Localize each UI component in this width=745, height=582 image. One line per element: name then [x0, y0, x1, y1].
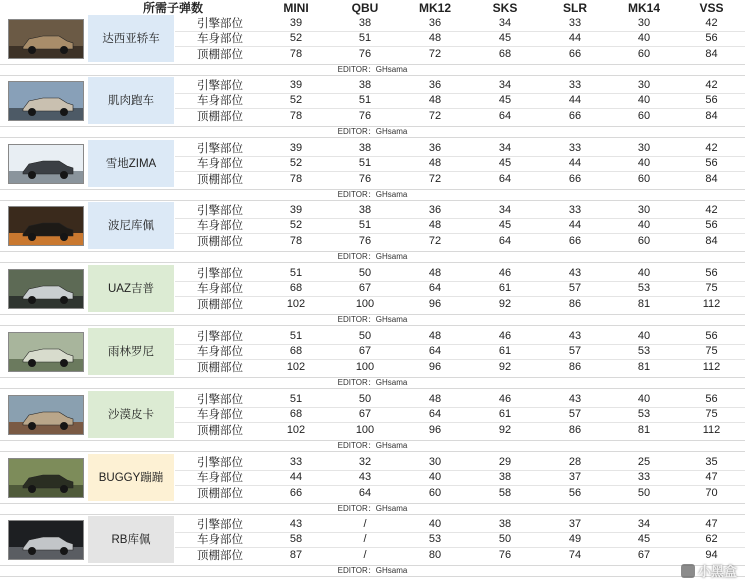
bullet-count-cell: 39 [289, 141, 303, 154]
bullet-count-cell: 84 [705, 109, 718, 122]
bullet-count-cell: 74 [568, 548, 582, 561]
part-label: 车身部位 [197, 158, 243, 171]
bullet-count-cell: 38 [498, 471, 512, 484]
bullet-count-cell: 56 [705, 329, 718, 342]
bullet-count-cell: 81 [637, 297, 651, 310]
bullet-count-cell: 100 [355, 423, 375, 436]
bullet-count-cell: 48 [428, 266, 442, 279]
bullet-count-cell: 40 [428, 471, 442, 484]
part-label: 引擎部位 [197, 456, 243, 469]
bullet-count-cell: 75 [705, 408, 718, 421]
bullet-count-cell: 38 [358, 141, 372, 154]
bullet-count-cell: 64 [358, 486, 372, 499]
part-label: 引擎部位 [197, 142, 243, 155]
bullet-count-cell: 56 [705, 157, 718, 170]
part-label: 车身部位 [197, 534, 243, 547]
bullet-count-cell: 38 [498, 517, 512, 530]
bullet-count-cell: 51 [358, 32, 372, 45]
table-row-body [0, 344, 745, 360]
bullet-count-cell: 56 [705, 266, 718, 279]
bullet-count-cell: 42 [705, 203, 718, 216]
table-row-roof [0, 485, 745, 501]
bullet-count-cell: 68 [289, 282, 303, 295]
col-header-mk12: MK12 [418, 0, 451, 15]
table-row-engine [0, 77, 745, 93]
bullet-count-cell: 94 [705, 548, 718, 561]
bullet-count-cell: 112 [702, 297, 721, 310]
bullet-count-cell: 64 [428, 282, 442, 295]
bullet-count-cell: 76 [358, 172, 372, 185]
bullet-count-cell: 67 [358, 345, 372, 358]
bullet-count-cell: 39 [289, 78, 303, 91]
bullet-count-cell: 51 [358, 219, 372, 232]
bullet-count-cell: 53 [637, 345, 651, 358]
bullet-count-cell: / [363, 533, 367, 546]
bullet-count-cell: 29 [498, 455, 512, 468]
part-label: 顶棚部位 [197, 549, 243, 562]
bullet-count-cell: 64 [428, 408, 442, 421]
part-label: 车身部位 [197, 220, 243, 233]
bullet-count-cell: 34 [498, 78, 512, 91]
part-label: 引擎部位 [197, 17, 243, 30]
bullet-count-cell: 102 [286, 423, 306, 436]
vehicle-name: UAZ吉普 [88, 265, 174, 312]
bullet-count-cell: 51 [289, 392, 303, 405]
bullet-count-cell: 72 [428, 172, 442, 185]
bullet-count-cell: 40 [637, 157, 651, 170]
bullet-count-cell: 76 [358, 109, 372, 122]
bullet-count-cell: 64 [498, 172, 512, 185]
part-label: 车身部位 [197, 346, 243, 359]
bullet-count-cell: 49 [568, 533, 582, 546]
table-row-body [0, 31, 745, 47]
bullet-count-cell: 33 [568, 141, 582, 154]
bullet-count-cell: 92 [498, 360, 512, 373]
bullet-count-cell: 33 [568, 78, 582, 91]
col-header-slr: SLR [563, 0, 587, 15]
vehicle-name: 达西亚轿车 [88, 15, 174, 62]
bullet-count-cell: 64 [498, 109, 512, 122]
bullet-count-cell: 80 [428, 548, 442, 561]
bullet-count-cell: 53 [428, 533, 442, 546]
bullet-count-cell: 86 [568, 360, 582, 373]
col-header-mk14: MK14 [627, 0, 660, 15]
bullet-count-cell: 30 [637, 78, 651, 91]
bullet-count-cell: 37 [568, 471, 582, 484]
bullet-count-cell: 42 [705, 141, 718, 154]
bullet-count-cell: 57 [568, 408, 582, 421]
bullet-count-cell: 42 [705, 16, 718, 29]
table-row-body [0, 470, 745, 486]
bullet-count-cell: 40 [637, 392, 651, 405]
part-label: 车身部位 [197, 95, 243, 108]
bullet-count-cell: 38 [358, 203, 372, 216]
editor-credit: EDITOR：GHsama [0, 377, 745, 389]
bullet-count-cell: 43 [568, 392, 582, 405]
bullet-count-cell: 78 [289, 47, 303, 60]
bullet-count-cell: / [363, 517, 367, 530]
bullet-count-cell: 44 [568, 157, 582, 170]
bullet-count-cell: 52 [289, 219, 303, 232]
bullet-count-cell: 34 [637, 517, 651, 530]
bullet-count-cell: 84 [705, 234, 718, 247]
bullet-count-cell: 45 [498, 219, 512, 232]
bullet-count-cell: 48 [428, 94, 442, 107]
bullet-count-cell: 75 [705, 345, 718, 358]
bullet-count-cell: 48 [428, 157, 442, 170]
bullet-count-cell: 56 [568, 486, 582, 499]
bullet-count-cell: 76 [358, 47, 372, 60]
bullet-count-cell: 34 [498, 203, 512, 216]
bullet-count-cell: 87 [289, 548, 303, 561]
bullet-count-cell: 50 [358, 392, 372, 405]
table-row-body [0, 281, 745, 297]
table-row-engine [0, 516, 745, 532]
table-row-engine [0, 328, 745, 344]
bullet-count-cell: 39 [289, 203, 303, 216]
col-header-mini: MINI [283, 0, 309, 15]
bullet-count-cell: 42 [705, 78, 718, 91]
bullet-count-cell: 44 [568, 94, 582, 107]
part-label: 顶棚部位 [197, 424, 243, 437]
bullet-count-cell: 40 [637, 329, 651, 342]
bullet-count-cell: 48 [428, 219, 442, 232]
bullet-count-cell: 37 [568, 517, 582, 530]
editor-credit: EDITOR：GHsama [0, 64, 745, 76]
bullet-count-cell: 86 [568, 423, 582, 436]
bullet-count-cell: 25 [637, 455, 651, 468]
bullet-count-cell: 72 [428, 109, 442, 122]
bullet-count-cell: 30 [637, 16, 651, 29]
bullet-count-cell: 36 [428, 203, 442, 216]
bullet-count-cell: 81 [637, 360, 651, 373]
bullet-count-cell: 50 [358, 266, 372, 279]
bullet-count-cell: 46 [498, 266, 512, 279]
bullet-count-cell: 38 [358, 78, 372, 91]
editor-credit: EDITOR：GHsama [0, 189, 745, 201]
bullet-count-cell: 100 [355, 360, 375, 373]
bullet-count-cell: 68 [289, 345, 303, 358]
bullet-count-cell: 52 [289, 94, 303, 107]
bullet-count-cell: 51 [289, 266, 303, 279]
part-label: 引擎部位 [197, 267, 243, 280]
bullet-count-cell: 36 [428, 78, 442, 91]
part-label: 引擎部位 [197, 518, 243, 531]
bullet-count-cell: 40 [428, 517, 442, 530]
bullet-count-cell: 57 [568, 282, 582, 295]
bullet-count-cell: 60 [637, 47, 651, 60]
bullet-count-cell: 33 [568, 16, 582, 29]
editor-credit: EDITOR：GHsama [0, 126, 745, 138]
col-header-qbu: QBU [351, 0, 379, 15]
bullet-count-cell: 40 [637, 32, 651, 45]
bullet-count-cell: 30 [637, 203, 651, 216]
part-label: 车身部位 [197, 409, 243, 422]
table-row-roof [0, 422, 745, 438]
part-label: 引擎部位 [197, 79, 243, 92]
table-row-engine [0, 391, 745, 407]
bullet-count-cell: 78 [289, 172, 303, 185]
vehicle-name: 沙漠皮卡 [88, 391, 174, 438]
editor-credit: EDITOR：GHsama [0, 565, 745, 577]
header-label: 所需子弹数 [142, 1, 203, 15]
table-row-roof [0, 171, 745, 187]
part-label: 顶棚部位 [197, 235, 243, 248]
bullet-count-cell: 100 [355, 297, 375, 310]
bullet-count-cell: 68 [289, 408, 303, 421]
bullet-count-cell: 44 [289, 471, 303, 484]
part-label: 车身部位 [197, 472, 243, 485]
bullet-count-cell: 50 [498, 533, 512, 546]
bullet-count-cell: 92 [498, 297, 512, 310]
bullet-count-cell: 66 [568, 234, 582, 247]
bullet-count-cell: 68 [498, 47, 512, 60]
bullet-count-cell: 66 [289, 486, 303, 499]
bullet-count-cell: 46 [498, 329, 512, 342]
bullet-count-cell: 75 [705, 282, 718, 295]
col-header-vss: VSS [699, 0, 724, 15]
table-row-body [0, 218, 745, 234]
editor-credit: EDITOR：GHsama [0, 314, 745, 326]
bullet-count-cell: 60 [637, 109, 651, 122]
bullet-count-cell: 48 [428, 392, 442, 405]
bullet-count-cell: 51 [358, 157, 372, 170]
part-label: 顶棚部位 [197, 173, 243, 186]
bullet-count-cell: 33 [568, 203, 582, 216]
part-label: 顶棚部位 [197, 48, 243, 61]
part-label: 顶棚部位 [197, 361, 243, 374]
vehicle-name: 肌肉跑车 [88, 77, 174, 124]
bullet-count-cell: 43 [289, 517, 303, 530]
bullet-count-cell: 61 [498, 345, 512, 358]
table-row-engine [0, 140, 745, 156]
table-row-engine [0, 202, 745, 218]
bullet-count-cell: 58 [289, 533, 303, 546]
bullet-count-cell: 53 [637, 282, 651, 295]
editor-credit: EDITOR：GHsama [0, 503, 745, 515]
bullet-count-cell: 32 [358, 455, 372, 468]
part-label: 引擎部位 [197, 330, 243, 343]
bullet-count-cell: 86 [568, 297, 582, 310]
table-row-roof [0, 46, 745, 62]
bullet-count-cell: 84 [705, 47, 718, 60]
bullet-count-cell: 45 [498, 32, 512, 45]
part-label: 车身部位 [197, 283, 243, 296]
bullet-count-cell: 56 [705, 32, 718, 45]
bullet-count-cell: 66 [568, 47, 582, 60]
table-row-engine [0, 15, 745, 31]
bullet-count-cell: 43 [568, 266, 582, 279]
bullet-count-cell: 96 [428, 360, 442, 373]
bullet-count-cell: 76 [498, 548, 512, 561]
bullet-count-cell: 64 [498, 234, 512, 247]
bullet-count-cell: 47 [705, 517, 718, 530]
bullet-count-cell: 61 [498, 282, 512, 295]
bullet-count-cell: 53 [637, 408, 651, 421]
bullet-count-cell: 35 [705, 455, 718, 468]
table-row-body [0, 93, 745, 109]
bullet-count-cell: 67 [358, 408, 372, 421]
bullet-count-cell: / [363, 548, 367, 561]
bullet-count-cell: 50 [358, 329, 372, 342]
bullet-count-cell: 96 [428, 297, 442, 310]
bullet-count-cell: 58 [498, 486, 512, 499]
bullet-count-cell: 28 [568, 455, 582, 468]
bullet-count-cell: 52 [289, 157, 303, 170]
bullet-count-cell: 70 [705, 486, 718, 499]
table-row-body [0, 407, 745, 423]
vehicle-name: 雨林罗尼 [88, 328, 174, 375]
bullet-count-cell: 102 [286, 360, 306, 373]
bullet-count-cell: 45 [498, 157, 512, 170]
bullet-count-cell: 30 [637, 141, 651, 154]
bullet-count-cell: 48 [428, 32, 442, 45]
bullet-count-cell: 56 [705, 392, 718, 405]
editor-credit: EDITOR：GHsama [0, 251, 745, 263]
bullet-count-cell: 40 [637, 219, 651, 232]
bullet-count-cell: 34 [498, 141, 512, 154]
table-row-roof [0, 296, 745, 312]
part-label: 引擎部位 [197, 204, 243, 217]
bullet-count-cell: 67 [637, 548, 651, 561]
bullet-count-cell: 44 [568, 219, 582, 232]
bullet-count-cell: 50 [637, 486, 651, 499]
bullet-count-cell: 36 [428, 16, 442, 29]
part-label: 顶棚部位 [197, 298, 243, 311]
bullet-count-cell: 33 [289, 455, 303, 468]
vehicle-name: 雪地ZIMA [88, 140, 174, 187]
part-label: 引擎部位 [197, 393, 243, 406]
bullet-count-cell: 51 [358, 94, 372, 107]
bullet-count-cell: 57 [568, 345, 582, 358]
table-row-roof [0, 547, 745, 563]
vehicle-name: BUGGY蹦蹦 [88, 454, 174, 501]
bullet-count-cell: 33 [637, 471, 651, 484]
part-label: 顶棚部位 [197, 487, 243, 500]
bullet-count-cell: 45 [637, 533, 651, 546]
table-row-roof [0, 359, 745, 375]
bullet-count-cell: 60 [428, 486, 442, 499]
bullet-count-cell: 64 [428, 345, 442, 358]
bullet-count-cell: 38 [358, 16, 372, 29]
app-logo-icon [681, 564, 695, 578]
bullet-count-cell: 84 [705, 172, 718, 185]
col-header-sks: SKS [492, 0, 518, 15]
bullet-count-cell: 43 [568, 329, 582, 342]
bullet-count-cell: 92 [498, 423, 512, 436]
part-label: 顶棚部位 [197, 110, 243, 123]
watermark: 小黑盒 [681, 561, 737, 580]
bullet-count-cell: 72 [428, 234, 442, 247]
bullet-count-cell: 34 [498, 16, 512, 29]
vehicle-name: 波尼库佩 [88, 202, 174, 249]
bullet-count-cell: 60 [637, 172, 651, 185]
bullet-count-cell: 96 [428, 423, 442, 436]
bullet-count-cell: 78 [289, 234, 303, 247]
bullet-count-cell: 61 [498, 408, 512, 421]
part-label: 车身部位 [197, 33, 243, 46]
bullet-count-cell: 51 [289, 329, 303, 342]
bullet-count-cell: 62 [705, 533, 718, 546]
bullet-count-cell: 47 [705, 471, 718, 484]
bullet-count-cell: 44 [568, 32, 582, 45]
bullet-count-cell: 76 [358, 234, 372, 247]
table-row-roof [0, 233, 745, 249]
editor-credit: EDITOR：GHsama [0, 440, 745, 452]
table-row-engine [0, 454, 745, 470]
table-row-body [0, 156, 745, 172]
bullet-count-cell: 46 [498, 392, 512, 405]
bullet-count-cell: 66 [568, 109, 582, 122]
bullet-count-cell: 60 [637, 234, 651, 247]
header-row [0, 0, 745, 15]
bullet-count-cell: 39 [289, 16, 303, 29]
bullet-count-cell: 43 [358, 471, 372, 484]
bullet-count-cell: 36 [428, 141, 442, 154]
bullet-count-cell: 72 [428, 47, 442, 60]
table-row-body [0, 532, 745, 548]
bullet-count-cell: 112 [702, 360, 721, 373]
bullet-count-cell: 56 [705, 219, 718, 232]
bullet-count-cell: 81 [637, 423, 651, 436]
bullet-count-cell: 112 [702, 423, 721, 436]
bullet-count-cell: 30 [428, 455, 442, 468]
bullet-count-cell: 52 [289, 32, 303, 45]
bullet-count-cell: 40 [637, 266, 651, 279]
bullet-count-cell: 102 [286, 297, 306, 310]
bullet-count-cell: 56 [705, 94, 718, 107]
bullet-count-cell: 40 [637, 94, 651, 107]
bullet-count-cell: 78 [289, 109, 303, 122]
table-row-roof [0, 108, 745, 124]
bullet-count-cell: 67 [358, 282, 372, 295]
bullet-count-cell: 45 [498, 94, 512, 107]
bullet-count-cell: 48 [428, 329, 442, 342]
table-row-engine [0, 265, 745, 281]
bullet-count-cell: 66 [568, 172, 582, 185]
vehicle-name: RB库佩 [88, 516, 174, 563]
